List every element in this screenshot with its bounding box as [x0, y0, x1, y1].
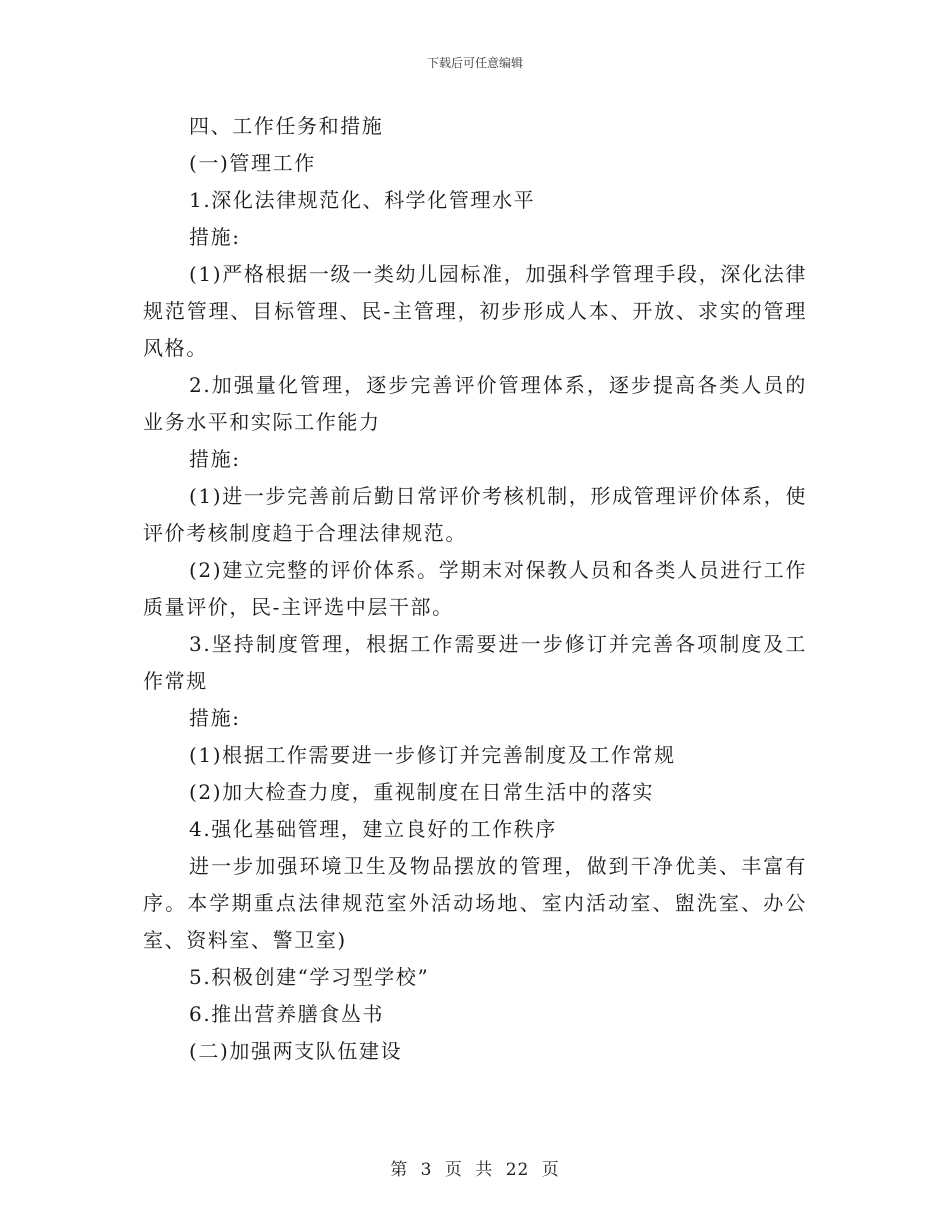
measure-paragraph: (1)根据工作需要进一步修订并完善制度及工作常规 — [189, 743, 676, 767]
measure-paragraph: (2)加大检查力度，重视制度在日常生活中的落实 — [189, 780, 655, 804]
section-heading: 四、工作任务和措施 — [189, 114, 384, 138]
subsection-heading: (一)管理工作 — [189, 151, 316, 175]
item-heading: 1.深化法律规范化、科学化管理水平 — [189, 188, 536, 212]
item-heading: 5.积极创建“学习型学校” — [189, 965, 430, 989]
measure-paragraph: (2)建立完整的评价体系。学期末对保教人员和各类人员进行工作质量评价，民-主评选中层干部。 — [143, 558, 807, 619]
item-heading: 4.强化基础管理，建立良好的工作秩序 — [189, 817, 557, 841]
measures-label: 措施: — [189, 706, 241, 730]
item-heading: 2.加强量化管理，逐步完善评价管理体系，逐步提高各类人员的业务水平和实际工作能力 — [143, 373, 807, 434]
item-heading: 3.坚持制度管理，根据工作需要进一步修订并完善各项制度及工作常规 — [143, 632, 807, 693]
item-heading: 6.推出营养膳食丛书 — [189, 1002, 385, 1026]
measures-label: 措施: — [189, 225, 241, 249]
measure-paragraph: (1)进一步完善前后勤日常评价考核机制，形成管理评价体系，使评价考核制度趋于合理法律规范。 — [143, 484, 807, 545]
body-paragraph: 进一步加强环境卫生及物品摆放的管理，做到干净优美、丰富有序。本学期重点法律规范室外活动场地、室内活动室、盥洗室、办公室、资料室、警卫室) — [143, 854, 807, 952]
measures-label: 措施: — [189, 447, 241, 471]
page-header: 下载后可任意编辑 — [426, 56, 523, 70]
document-body — [143, 108, 807, 1070]
measure-paragraph: (1)严格根据一级一类幼儿园标准，加强科学管理手段，深化法律规范管理、目标管理、民-主管理，初步形成人本、开放、求实的管理风格。 — [143, 262, 807, 360]
subsection-heading: (二)加强两支队伍建设 — [189, 1039, 403, 1063]
page-footer: 第 3 页 共 22 页 — [390, 1160, 560, 1180]
